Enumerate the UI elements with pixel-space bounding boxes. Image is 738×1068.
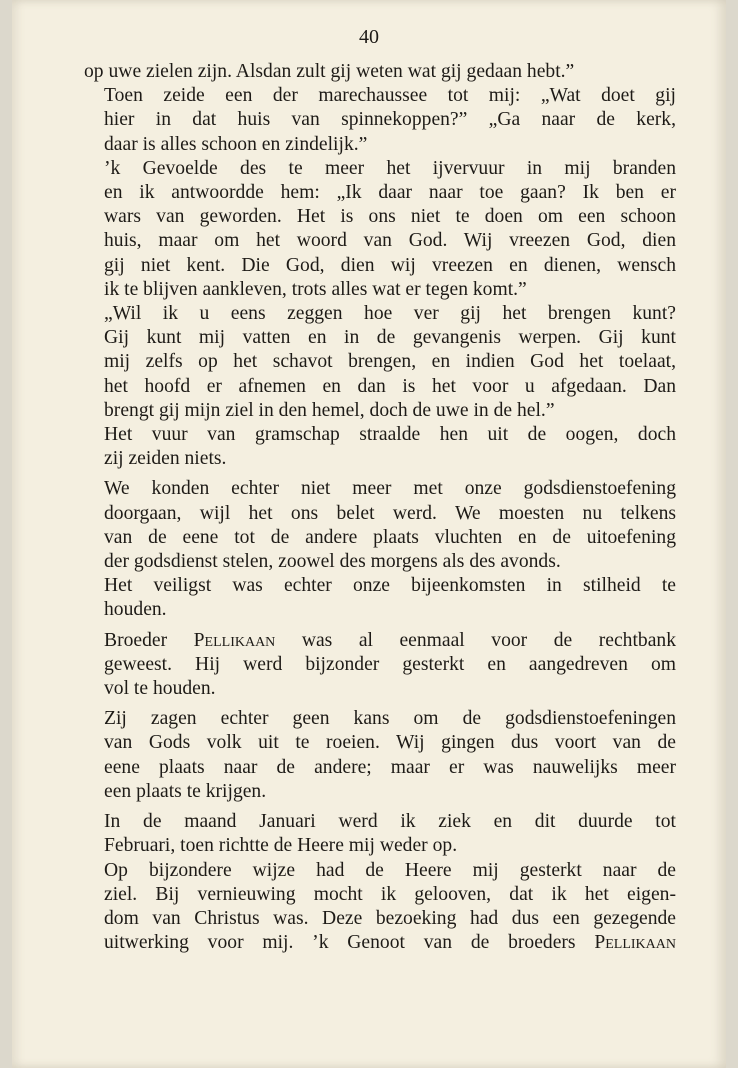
paragraph (84, 574, 676, 622)
text-line: het hoofd er afnemen en dan is het voor u afgedaan. Dan (104, 375, 676, 397)
text-line: Zij zagen echter geen kans om de godsdienstoefeningen (104, 708, 676, 730)
paragraph (84, 477, 676, 574)
text-line: hier in dat huis van spinnekoppen?” „Ga naar de kerk, (104, 109, 676, 131)
text-line: dom van Christus was. Deze bezoeking had dus een gezegende (104, 907, 676, 929)
text-line: op uwe zielen zijn. Alsdan zult gij weten wat gij gedaan hebt.” (84, 61, 575, 82)
text-line: doorgaan, wijl het ons belet werd. We moesten nu telkens (104, 502, 676, 524)
text-line: zij zeiden niets. (104, 448, 227, 470)
text-line: van Gods volk uit te roeien. Wij gingen dus voort van de (104, 732, 676, 754)
paragraph (84, 302, 676, 423)
text-line: een plaats te krijgen. (104, 780, 267, 802)
name-small-caps: Pellikaan (193, 629, 276, 651)
paragraph (84, 859, 676, 956)
page-number: 40 (359, 26, 379, 48)
text-line: Op bijzondere wijze had de Heere mij gesterkt naar de (104, 859, 676, 881)
text-line: huis, maar om het woord van God. Wij vreezen God, dien (104, 230, 676, 252)
paragraph (84, 60, 676, 84)
text-line: gij niet kent. Die God, dien wij vreezen en dienen, wensch (104, 254, 676, 276)
text-line: We konden echter niet meer met onze godsdienstoefening (104, 478, 676, 500)
text-line: Het veiligst was echter onze bijeenkomsten in stilheid te (104, 575, 676, 597)
paragraph (84, 157, 676, 302)
text-line: brengt gij mijn ziel in den hemel, doch de uwe in de hel.” (104, 399, 555, 421)
paragraph (84, 629, 676, 702)
text-line: Februari, toen richtte de Heere mij weder op. (104, 835, 458, 857)
text-line: der godsdienst stelen, zoowel des morgens als des avonds. (104, 551, 561, 573)
text-line: daar is alles schoon en zindelijk.” (104, 133, 368, 155)
text-line: Toen zeide een der marechaussee tot mij: „Wat doet gij (104, 85, 676, 107)
paragraph (84, 707, 676, 804)
text-line: In de maand Januari werd ik ziek en dit duurde tot (104, 811, 676, 833)
text-line: houden. (104, 599, 167, 621)
text-line: mij zelfs op het schavot brengen, en indien God het toelaat, (104, 351, 676, 373)
text-line: eene plaats naar de andere; maar er was nauwelijks meer (104, 756, 676, 778)
text-line: ziel. Bij vernieuwing mocht ik gelooven, dat ik het eigen- (104, 883, 676, 905)
text-line: vol te houden. (104, 678, 216, 700)
text-line: Broeder Pellikaan was al eenmaal voor de rechtbank (104, 629, 676, 651)
text-line: ’k Gevoelde des te meer het ijvervuur in mij branden (104, 157, 676, 179)
paragraph (84, 423, 676, 471)
text-line: van de eene tot de andere plaats vluchten en de uitoefening (104, 526, 676, 548)
text-line: uitwerking voor mij. ’k Genoot van de broeders Pellikaan (104, 932, 676, 954)
paragraph (84, 84, 676, 157)
text-line: en ik antwoordde hem: „Ik daar naar toe gaan? Ik ben er (104, 182, 676, 204)
text-line: ik te blijven aankleven, trots alles wat er tegen komt.” (104, 278, 527, 300)
text-line: Gij kunt mij vatten en in de gevangenis werpen. Gij kunt (104, 327, 676, 349)
text-line: wars van geworden. Het is ons niet te doen om een schoon (104, 206, 676, 228)
body-text (84, 60, 676, 955)
text-line: geweest. Hij werd bijzonder gesterkt en aangedreven om (104, 653, 676, 675)
name-small-caps: Pellikaan (594, 932, 676, 954)
text-line: „Wil ik u eens zeggen hoe ver gij het brengen kunt? (104, 303, 676, 325)
paragraph (84, 810, 676, 858)
text-line: Het vuur van gramschap straalde hen uit de oogen, doch (104, 424, 676, 446)
